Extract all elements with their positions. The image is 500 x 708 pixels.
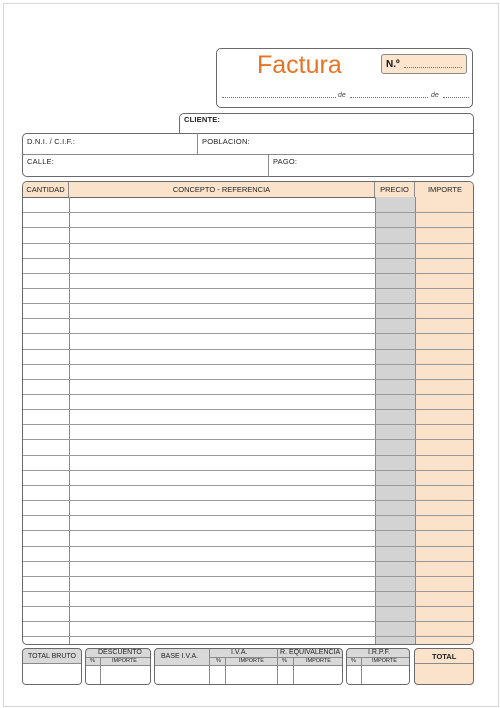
table-row-line	[23, 379, 473, 380]
precio-column-divider	[375, 197, 376, 644]
total-label: TOTAL	[432, 652, 457, 661]
invoice-header-box	[216, 48, 473, 108]
req-pct-val-divider	[293, 665, 294, 684]
iva-val-divider	[277, 665, 278, 684]
descuento-importe-label: IMPORTE	[112, 658, 137, 664]
table-row-line	[23, 576, 473, 577]
table-row-line	[23, 394, 473, 395]
table-row-line	[23, 424, 473, 425]
descuento-val-divider	[100, 665, 101, 684]
importe-column-divider	[415, 197, 416, 644]
descuento-pct-label: %	[90, 658, 95, 664]
table-row-line	[23, 364, 473, 365]
base-iva-label: BASE I.V.A.	[161, 653, 199, 660]
table-row-line	[23, 470, 473, 471]
descuento-values[interactable]	[86, 665, 150, 684]
table-row-line	[23, 591, 473, 592]
table-row-line	[23, 409, 473, 410]
col-header-cantidad: CANTIDAD	[23, 182, 69, 197]
table-row-line	[23, 485, 473, 486]
table-row-line	[23, 606, 473, 607]
total-divider	[415, 663, 473, 664]
table-row-line	[23, 212, 473, 213]
table-row-line	[23, 273, 473, 274]
table-row-line	[23, 303, 473, 304]
dni-cif-label: D.N.I. / C.I.F.:	[27, 137, 76, 146]
calle-divider	[268, 154, 269, 177]
irpf-importe-label: IMPORTE	[372, 658, 397, 664]
pago-label: PAGO:	[273, 157, 298, 166]
calle-label: CALLE:	[27, 157, 55, 166]
total-bruto-label: TOTAL BRUTO	[28, 653, 76, 660]
irpf-values[interactable]	[347, 665, 409, 684]
irpf-box	[346, 648, 410, 685]
date-separator-1: de	[338, 92, 346, 99]
col-header-importe: IMPORTE	[415, 182, 474, 197]
irpf-val-divider	[361, 665, 362, 684]
poblacion-label: POBLACION:	[202, 137, 250, 146]
col-header-concepto: CONCEPTO - REFERENCIA	[69, 182, 375, 197]
iva-importe-label: IMPORTE	[239, 658, 264, 664]
base-val-divider	[209, 665, 210, 684]
client-box	[22, 113, 474, 177]
table-row-line	[23, 636, 473, 637]
iva-pct-val-divider	[225, 665, 226, 684]
table-row-line	[23, 333, 473, 334]
invoice-number-line	[404, 67, 462, 68]
total-bruto-value[interactable]	[23, 663, 81, 684]
date-separator-2: de	[431, 92, 439, 99]
client-row-divider	[22, 154, 474, 155]
dni-divider	[197, 133, 198, 154]
table-row-line	[23, 258, 473, 259]
cliente-tab	[179, 113, 474, 134]
cantidad-column-divider	[69, 197, 70, 644]
table-row-line	[23, 243, 473, 244]
date-year-line[interactable]	[443, 97, 469, 98]
req-importe-label: IMPORTE	[306, 658, 331, 664]
cliente-label: CLIENTE:	[184, 115, 221, 124]
req-pct-label: %	[282, 658, 287, 664]
col-header-precio: PRECIO	[375, 182, 415, 197]
descuento-box	[85, 648, 151, 685]
table-row-line	[23, 621, 473, 622]
iva-label: I.V.A.	[231, 649, 248, 656]
date-day-line[interactable]	[222, 97, 336, 98]
table-row-line	[23, 561, 473, 562]
impuestos-values[interactable]	[155, 665, 342, 684]
table-row-line	[23, 530, 473, 531]
table-row-line	[23, 318, 473, 319]
irpf-pct-label: %	[351, 658, 356, 664]
invoice-number-label: N.º	[386, 59, 400, 70]
table-row-line	[23, 288, 473, 289]
irpf-label: I.R.P.F.	[368, 649, 391, 656]
date-month-line[interactable]	[350, 97, 428, 98]
impuestos-box	[154, 648, 343, 685]
table-row-line	[23, 455, 473, 456]
table-row-line	[23, 500, 473, 501]
descuento-label: DESCUENTO	[98, 649, 142, 656]
importe-column	[415, 197, 474, 644]
table-row-line	[23, 349, 473, 350]
total-bruto-box	[22, 648, 82, 685]
invoice-title: Factura	[257, 51, 342, 79]
table-row-line	[23, 227, 473, 228]
r-equivalencia-label: R. EQUIVALENCIA	[280, 649, 341, 656]
precio-column	[375, 197, 415, 644]
invoice-number-field[interactable]	[381, 54, 467, 74]
table-row-line	[23, 515, 473, 516]
total-box	[414, 648, 474, 685]
table-row-line	[23, 546, 473, 547]
table-row-line	[23, 439, 473, 440]
iva-pct-label: %	[216, 658, 221, 664]
items-table	[22, 181, 474, 645]
